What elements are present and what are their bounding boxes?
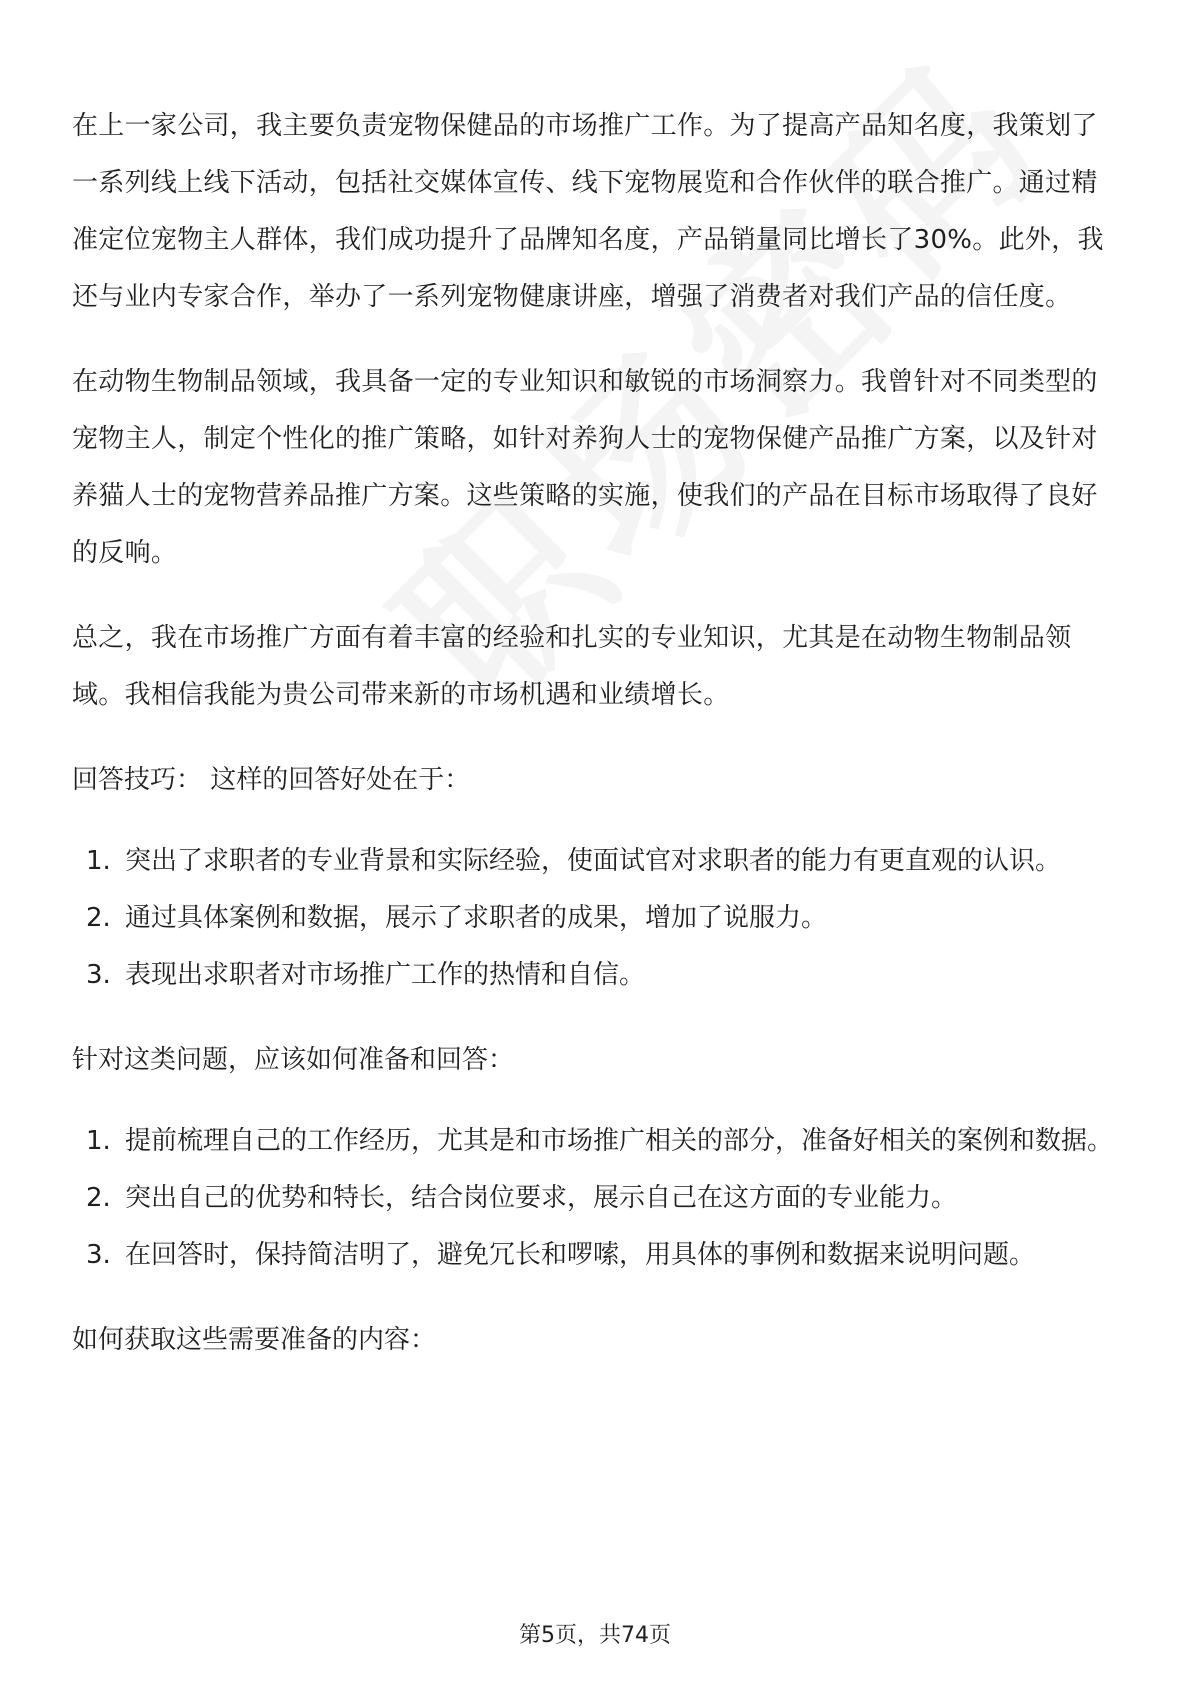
list-text: 提前梳理自己的工作经历，尤其是和市场推广相关的部分，准备好相关的案例和数据。 xyxy=(125,1126,1114,1156)
list-text: 在回答时，保持简洁明了，避免冗长和啰嗦，用具体的事例和数据来说明问题。 xyxy=(125,1240,1036,1270)
tips-label: 回答技巧： 这样的回答好处在于： xyxy=(72,765,471,795)
list-number: 3. xyxy=(86,960,111,990)
prepare-list xyxy=(72,1113,1120,1284)
list-item xyxy=(72,1113,1120,1170)
list-item xyxy=(72,1170,1120,1227)
tips-list xyxy=(72,833,1120,1004)
document-body xyxy=(72,98,1120,1393)
list-text: 突出了求职者的专业背景和实际经验，使面试官对求职者的能力有更直观的认识。 xyxy=(125,846,1062,876)
paragraph-summary: 总之，我在市场推广方面有着丰富的经验和扎实的专业知识，尤其是在动物生物制品领域。我相信我能为贵公司带来新的市场机遇和业绩增长。 xyxy=(72,623,1072,710)
list-item xyxy=(72,833,1120,890)
list-item xyxy=(72,1227,1120,1284)
list-number: 2. xyxy=(86,1183,111,1213)
list-number: 1. xyxy=(86,846,111,876)
list-item xyxy=(72,947,1120,1004)
list-text: 突出自己的优势和特长，结合岗位要求，展示自己在这方面的专业能力。 xyxy=(125,1183,958,1213)
prepare-label: 针对这类问题，应该如何准备和回答： xyxy=(72,1045,515,1075)
page-number: 第5页，共74页 xyxy=(519,1623,671,1648)
obtain-label: 如何获取这些需要准备的内容： xyxy=(72,1325,437,1355)
list-number: 2. xyxy=(86,903,111,933)
list-number: 3. xyxy=(86,1240,111,1270)
paragraph-expertise: 在动物生物制品领域，我具备一定的专业知识和敏锐的市场洞察力。我曾针对不同类型的宠物主人，制定个性化的推广策略，如针对养狗人士的宠物保健产品推广方案，以及针对养猫人士的宠物营养品推广方案。这些策略的实施，使我们的产品在目标市场取得了良好的反响。 xyxy=(72,367,1098,568)
list-text: 表现出求职者对市场推广工作的热情和自信。 xyxy=(125,960,646,990)
list-number: 1. xyxy=(86,1126,111,1156)
list-item xyxy=(72,890,1120,947)
list-text: 通过具体案例和数据，展示了求职者的成果，增加了说服力。 xyxy=(125,903,828,933)
paragraph-experience: 在上一家公司，我主要负责宠物保健品的市场推广工作。为了提高产品知名度，我策划了一系列线上线下活动，包括社交媒体宣传、线下宠物展览和合作伙伴的联合推广。通过精准定位宠物主人群体，我们成功提升了品牌知名度，产品销量同比增长了30%。此外，我还与业内专家合作，举办了一系列宠物健康讲座，增强了消费者对我们产品的信任度。 xyxy=(72,111,1104,312)
